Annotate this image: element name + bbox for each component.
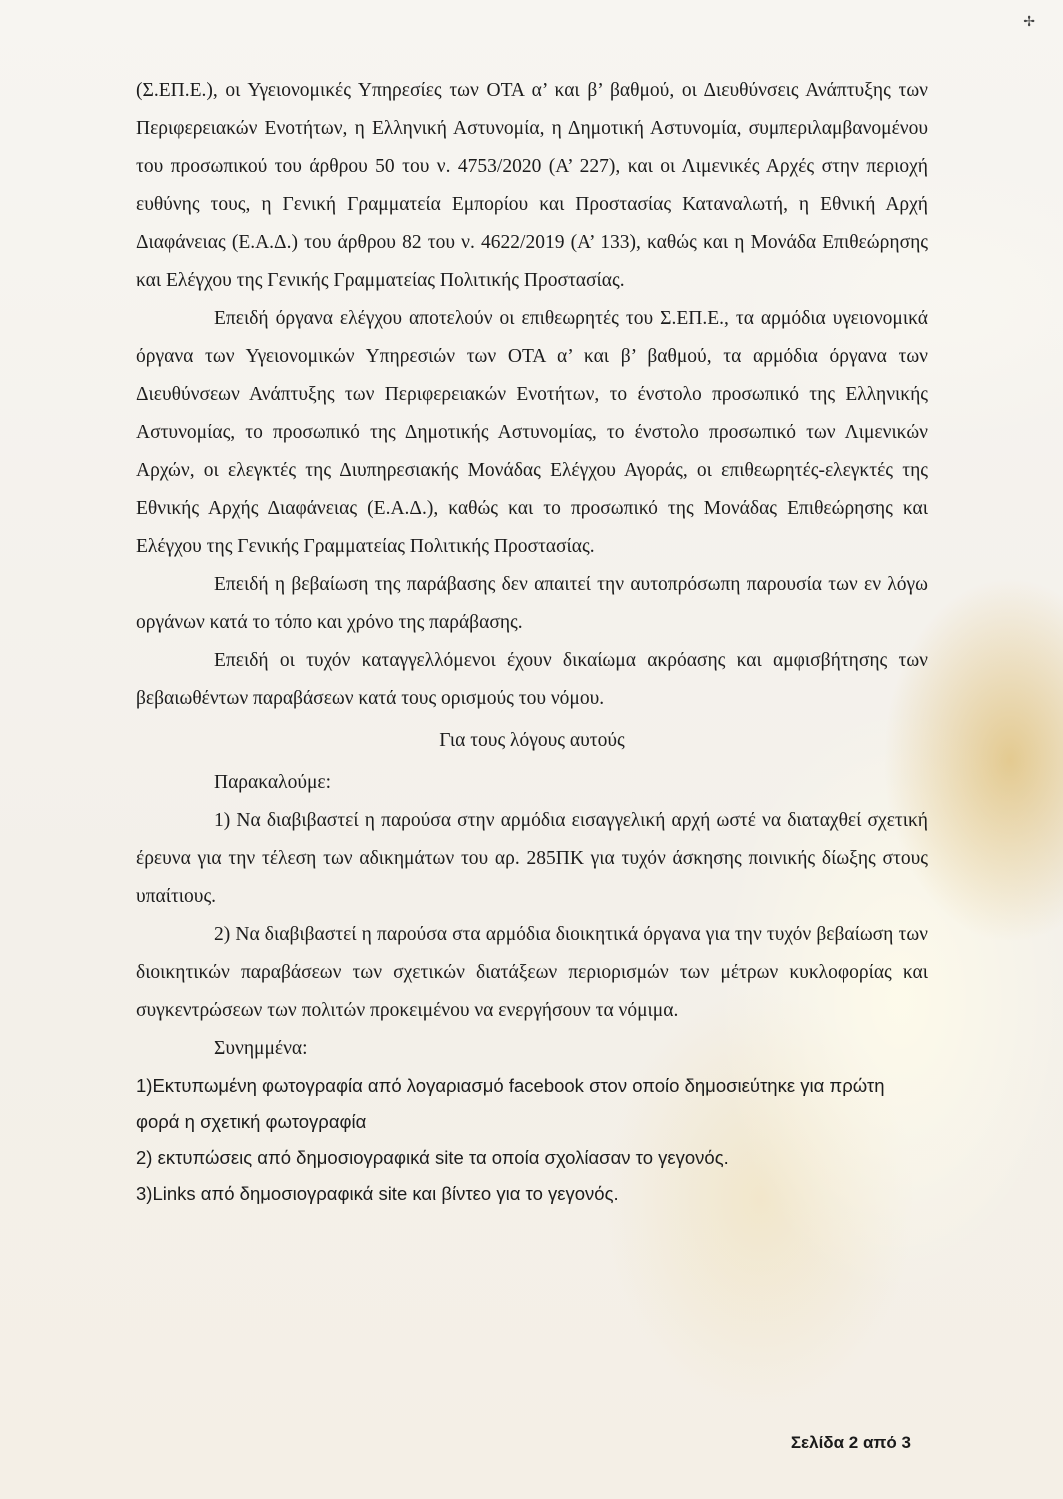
page-number: Σελίδα 2 από 3: [790, 1433, 911, 1452]
corner-mark-icon: ✢: [1023, 14, 1035, 30]
request-item-1: 1) Να διαβιβαστεί η παρούσα στην αρμόδια εισαγγελική αρχή ωστέ να διαταχθεί σχετική έρευνα για την τέλεση των αδικημάτων του αρ. 285ΠΚ για τυχόν άσκησης ποινικής δίωξης στους υπαίτιους.: [136, 810, 928, 907]
document-body: [136, 72, 928, 1212]
paragraph-hearing-right: Επειδή οι τυχόν καταγγελλόμενοι έχουν δικαίωμα ακρόασης και αμφισβήτησης των βεβαιωθέντων παραβάσεων κατά τους ορισμούς του νόμου.: [136, 650, 928, 709]
request-item-2: 2) Να διαβιβαστεί η παρούσα στα αρμόδια διοικητικά όργανα για την τυχόν βεβαίωση των διοικητικών παραβάσεων των σχετικών διατάξεων περιορισμών των μέτρων κυκλοφορίας και συγκεντρώσεων των πολιτών προκειμένου να ενεργήσουν τα νόμιμα.: [136, 924, 928, 1021]
paragraph-control-bodies: Επειδή όργανα ελέγχου αποτελούν οι επιθεωρητές του Σ.ΕΠ.Ε., τα αρμόδια υγειονομικά όργανα των Υγειονομικών Υπηρεσιών των ΟΤΑ α’ και β’ βαθμού, τα αρμόδια όργανα των Διευθύνσεων Ανάπτυξης των Περιφερειακών Ενοτήτων, το ένστολο προσωπικό της Ελληνικής Αστυνομίας, το προσωπικό της Δημοτικής Αστυνομίας, το ένστολο προσωπικό των Λιμενικών Αρχών, οι ελεγκτές της Διυπηρεσιακής Μονάδας Ελέγχου Αγοράς, οι επιθεωρητές-ελεγκτές της Εθνικής Αρχής Διαφάνειας (Ε.Α.Δ.), καθώς και το προσωπικό της Μονάδας Επιθεώρησης και Ελέγχου της Γενικής Γραμματείας Πολιτικής Προστασίας.: [136, 308, 928, 557]
attachment-item-2: 2) εκτυπώσεις από δημοσιογραφικά site τα οποία σχολίασαν το γεγονός.: [136, 1147, 729, 1168]
attachments-label: Συνημμένα:: [214, 1038, 308, 1059]
request-label: Παρακαλούμε:: [214, 772, 332, 793]
attachment-item-1: 1)Εκτυπωμένη φωτογραφία από λογαριασμό facebook στον οποίο δημοσιεύτηκε για πρώτη φορά η σχετική φωτογραφία: [136, 1075, 885, 1132]
paragraph-attendance: Επειδή η βεβαίωση της παράβασης δεν απαιτεί την αυτοπρόσωπη παρουσία των εν λόγω οργάνων κατά το τόπο και χρόνο της παράβασης.: [136, 574, 928, 633]
paragraph-authorities: (Σ.ΕΠ.Ε.), οι Υγειονομικές Υπηρεσίες των ΟΤΑ α’ και β’ βαθμού, οι Διευθύνσεις Ανάπτυξης των Περιφερειακών Ενοτήτων, η Ελληνική Αστυνομία, η Δημοτική Αστυνομία, συμπεριλαμβανομένου του προσωπικού του άρθρου 50 του ν. 4753/2020 (Α’ 227), και οι Λιμενικές Αρχές στην περιοχή ευθύνης τους, η Γενική Γραμματεία Εμπορίου και Προστασίας Καταναλωτή, η Εθνική Αρχή Διαφάνειας (Ε.Α.Δ.) του άρθρου 82 του ν. 4622/2019 (Α’ 133), καθώς και η Μονάδα Επιθεώρησης και Ελέγχου της Γενικής Γραμματείας Πολιτικής Προστασίας.: [136, 80, 928, 291]
attachment-item-3: 3)Links από δημοσιογραφικά site και βίντεο για το γεγονός.: [136, 1183, 619, 1204]
section-heading: Για τους λόγους αυτούς: [439, 730, 625, 751]
